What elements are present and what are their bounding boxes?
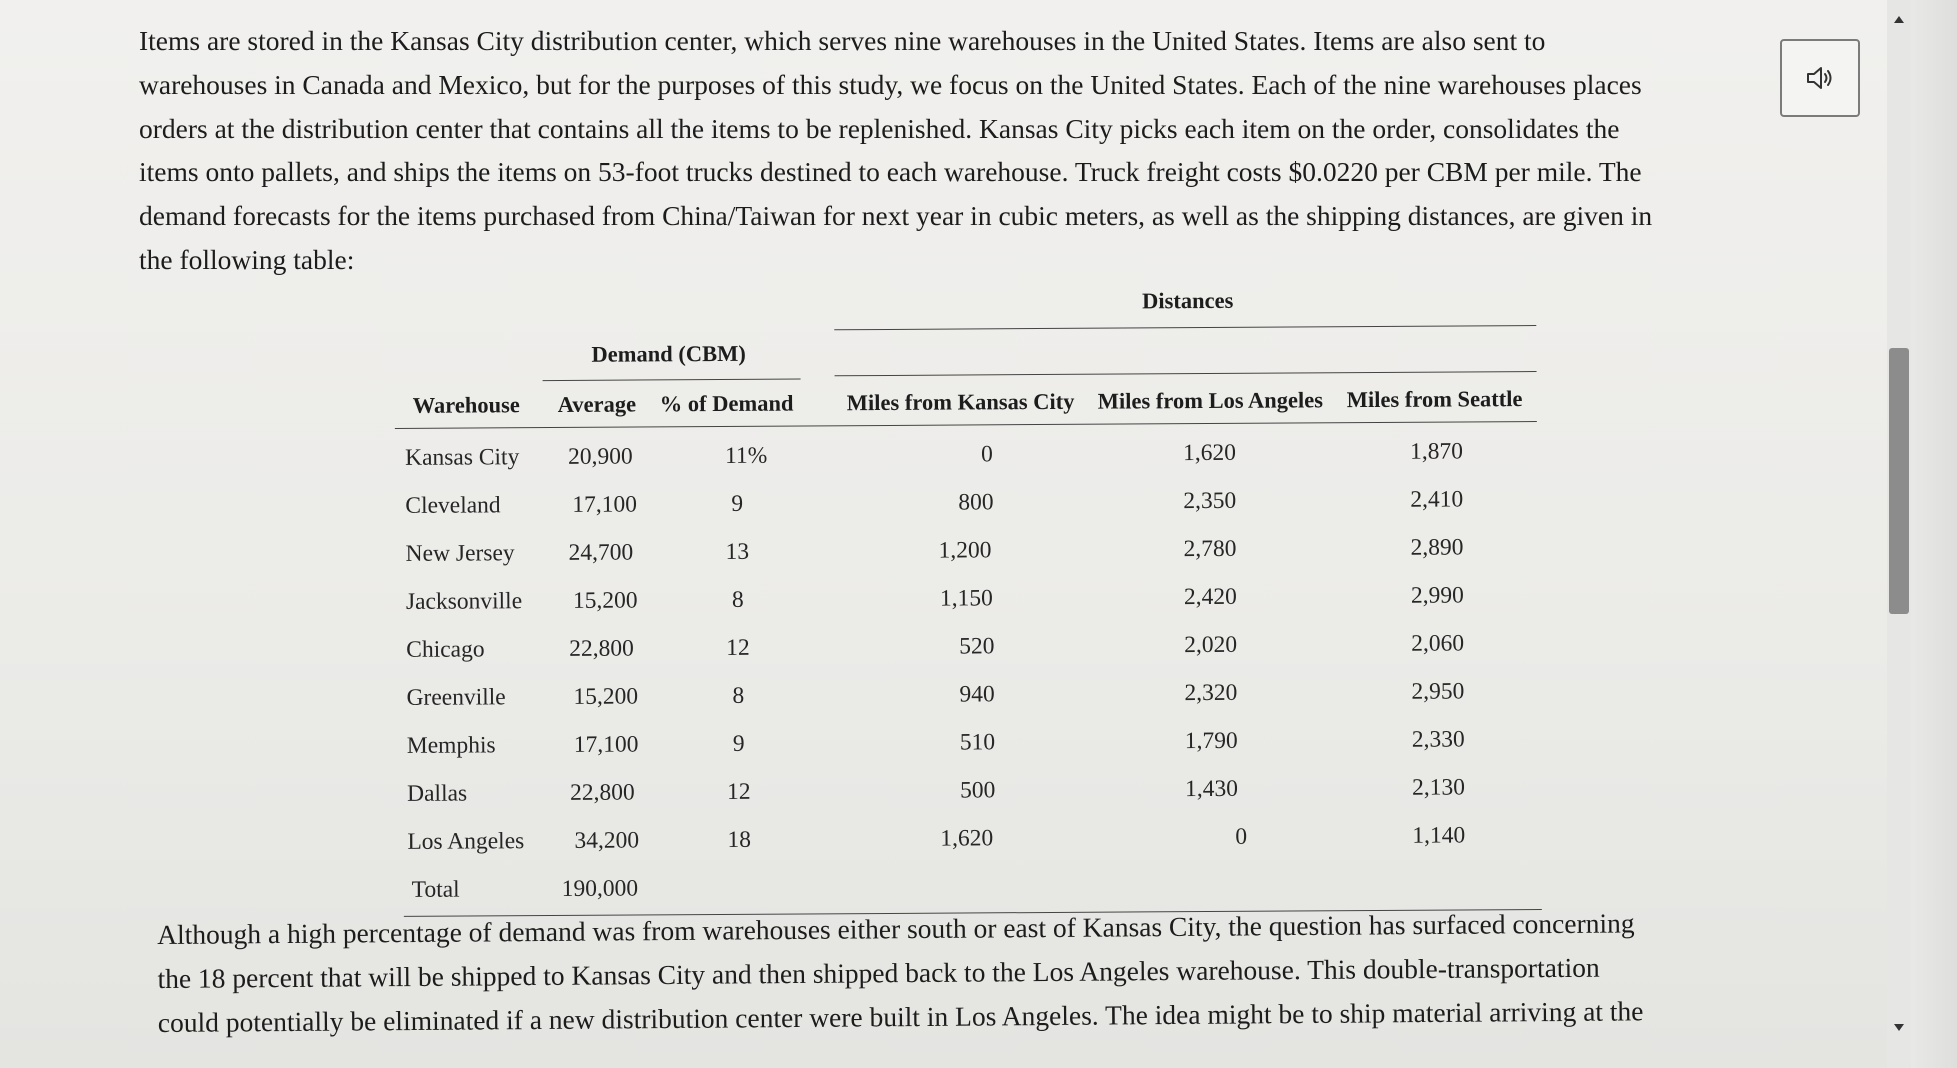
cell-average: 24,700 (568, 539, 634, 566)
intro-line: the following table: (139, 243, 355, 275)
cell-miles-la: 2,780 (1183, 535, 1237, 563)
vertical-scrollbar[interactable] (1887, 0, 1911, 1068)
cell-average: 15,200 (573, 683, 639, 710)
demand-distance-table (390, 278, 1544, 905)
col-average: Average (557, 391, 637, 417)
intro-paragraph (139, 19, 1779, 282)
cell-miles-la: 2,420 (1183, 583, 1237, 611)
cell-average: 20,900 (567, 443, 633, 470)
distances-group-header: Distances (1142, 287, 1234, 314)
cell-miles-seattle: 2,130 (1412, 774, 1466, 801)
intro-line: demand forecasts for the items purchased from China/Taiwan for next year in cubic meters, as well as the shipping distances, are given in (139, 200, 1653, 232)
cell-pct: 13 (725, 538, 750, 565)
cell-miles-kc: 0 (980, 441, 993, 468)
cell-pct: 9 (731, 490, 744, 517)
cell-average: 15,200 (572, 587, 638, 614)
demand-group-header: Demand (CBM) (591, 340, 746, 367)
table-body (390, 278, 1544, 903)
cell-miles-la: 1,790 (1184, 727, 1238, 755)
cell-miles-kc: 1,200 (938, 537, 992, 564)
cell-pct: 8 (731, 586, 744, 613)
cell-pct: 12 (726, 634, 750, 661)
total-average: 190,000 (561, 875, 639, 902)
cell-warehouse: Los Angeles (407, 828, 525, 855)
cell-miles-kc: 940 (959, 681, 995, 708)
cell-miles-la: 2,320 (1184, 679, 1238, 707)
col-miles-kc: Miles from Kansas City (846, 388, 1075, 416)
cell-average: 34,200 (574, 827, 640, 854)
intro-line: warehouses in Canada and Mexico, but for the purposes of this study, we focus on the United States. Each of the nine warehouses places (139, 68, 1642, 100)
cell-average: 22,800 (569, 635, 634, 662)
cell-miles-seattle: 2,330 (1411, 726, 1465, 753)
cell-warehouse: Cleveland (405, 492, 501, 519)
cell-miles-la: 2,350 (1183, 487, 1237, 515)
cell-average: 17,100 (573, 731, 639, 758)
read-aloud-button[interactable] (1780, 39, 1860, 117)
speaker-icon (1805, 65, 1835, 91)
col-warehouse: Warehouse (412, 392, 520, 418)
outro-line: could potentially be eliminated if a new distribution center were built in Los Angeles. The idea might be to ship material arriving at the (157, 995, 1644, 1038)
cell-miles-seattle: 2,060 (1411, 630, 1465, 657)
cell-warehouse: Kansas City (404, 444, 520, 471)
scroll-up-arrow-icon[interactable] (1894, 16, 1904, 23)
cell-pct: 8 (732, 682, 745, 709)
cell-miles-kc: 520 (959, 633, 995, 660)
cell-warehouse: New Jersey (405, 540, 515, 567)
cell-pct: 12 (727, 778, 751, 805)
window-edge (1911, 0, 1957, 1068)
intro-line: items onto pallets, and ships the items on 53-foot trucks destined to each warehouse. Truck freight costs $0.0220 per CBM per mile. The (139, 156, 1642, 188)
cell-miles-seattle: 2,410 (1410, 486, 1464, 513)
cell-miles-seattle: 2,990 (1410, 582, 1464, 609)
col-pct-demand: % of Demand (659, 390, 794, 417)
col-miles-la: Miles from Los Angeles (1097, 387, 1323, 414)
cell-pct: 11% (724, 442, 768, 469)
scroll-thumb[interactable] (1889, 348, 1909, 614)
cell-miles-la: 1,620 (1182, 439, 1236, 467)
total-label: Total (411, 876, 460, 903)
cell-warehouse: Chicago (406, 636, 485, 663)
cell-miles-kc: 500 (960, 777, 996, 804)
cell-warehouse: Dallas (407, 780, 468, 807)
cell-average: 17,100 (572, 491, 638, 518)
cell-miles-seattle: 1,870 (1409, 438, 1463, 465)
cell-miles-kc: 1,150 (939, 585, 993, 612)
outro-paragraph (157, 900, 1758, 1045)
cell-warehouse: Greenville (406, 684, 506, 711)
cell-miles-kc: 1,620 (940, 825, 994, 852)
outro-line: Although a high percentage of demand was from warehouses either south or east of Kansas City, the question has surfaced concerning (157, 907, 1635, 950)
cell-miles-kc: 510 (959, 729, 996, 756)
outro-line: the 18 percent that will be shipped to Kansas City and then shipped back to the Los Angeles warehouse. This double-transportation (157, 951, 1600, 994)
cell-average: 22,800 (570, 779, 635, 806)
cell-miles-seattle: 2,950 (1411, 678, 1465, 705)
cell-pct: 18 (727, 826, 751, 853)
cell-warehouse: Jacksonville (405, 588, 523, 615)
cell-miles-seattle: 1,140 (1412, 822, 1466, 849)
cell-miles-kc: 800 (958, 489, 994, 516)
intro-line: orders at the distribution center that contains all the items to be replenished. Kansas City picks each item on the order, consolidates the (139, 112, 1620, 144)
cell-miles-la: 1,430 (1185, 775, 1239, 803)
intro-line: Items are stored in the Kansas City distribution center, which serves nine warehouses in the United States. Items are also sent to (139, 25, 1546, 56)
cell-miles-la: 2,020 (1184, 631, 1238, 659)
cell-warehouse: Memphis (406, 732, 496, 759)
col-miles-seattle: Miles from Seattle (1346, 386, 1523, 413)
cell-pct: 9 (732, 730, 745, 757)
cell-miles-seattle: 2,890 (1410, 534, 1464, 561)
cell-miles-la: 0 (1235, 823, 1248, 850)
scroll-down-arrow-icon[interactable] (1894, 1024, 1904, 1031)
